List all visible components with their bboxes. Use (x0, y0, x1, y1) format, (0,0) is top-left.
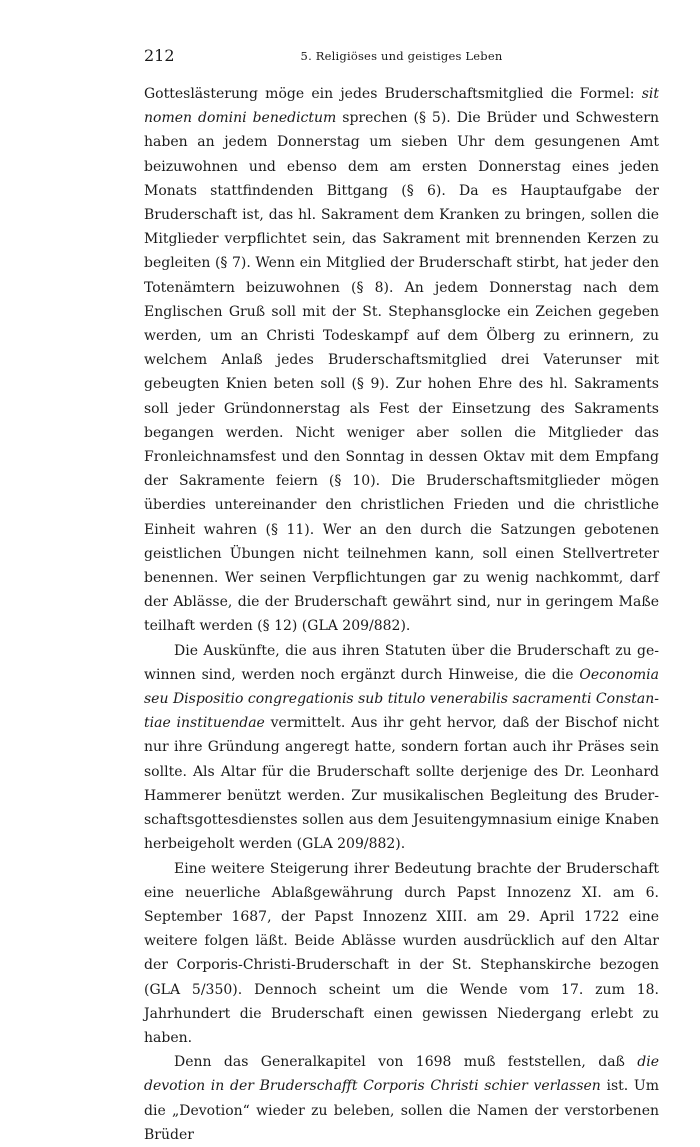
paragraph (144, 1050, 659, 1147)
running-head (144, 46, 659, 70)
text-run: Denn das Generalkapitel von 1698 muß feststellen, daß (174, 1054, 638, 1071)
italic-text: sit nomen domini benedictum (144, 86, 659, 127)
text-run: sprechen (§ 5). Die Brüder und Schwestern haben an jedem Donnerstag um sieben Uhr dem gesungenen Amt beizuwohnen und ebenso dem am ersten Donnerstag eines jeden Monats stattfindenden Bittgang (§ 6). Da es Hauptaufgabe der Bruderschaft ist, das hl. Sakrament dem Kranken zu bringen, sollen die Mitglieder verpflichtet sein, das Sakrament mit brennenden Kerzen zu begleiten (§ 7). Wenn ein Mitglied der Bruderschaft stirbt, hat jeder den Totenämtern beizuwohnen (§ 8). An jedem Donnerstag nach dem Englischen Gruß soll mit der St. Stephansglocke ein Zeichen gegeben werden, um an Christi Todeskampf auf dem Ölberg zu erinnern, zu welchem Anlaß jedes Bruderschaftsmitglied drei Vaterunser mit gebeugten Knien beten soll (§ 9). Zur hohen Ehre des hl. Sakraments soll jeder Gründonnerstag als Fest der Einsetzung des Sakraments begangen werden. Nicht weniger aber sollen die Mitglieder das Fronleichnamsfest und den Sonntag in dessen Oktav mit dem Empfang der Sakramente feiern (§ 10). Die Bruderschaftsmitglieder mögen überdies untereinander den christlichen Frieden und die christliche Einheit wahren (§ 11). Wer an den durch die Satzungen gebotenen geistlichen Übungen nicht teilnehmen kann, soll einen Stellvertreter benennen. Wer seinen Verpflichtungen gar zu wenig nachkommt, darf der Ablässe, die der Bruderschaft gewährt sind, nur in geringem Maße teilhaft werden (§ 12) (GLA 209/882). (144, 110, 660, 635)
text-run: Gotteslästerung möge ein jedes Bruderschaftsmitglied die Formel: (144, 86, 642, 102)
paragraph (144, 639, 659, 857)
paragraph (144, 857, 659, 1051)
italic-text: Oeconomia seu Dispositio congregationis sub titulo venerabilis sacramenti Constantiae instituendae (144, 666, 659, 732)
paragraph (144, 82, 659, 639)
chapter-title: 5. Religiöses und geistiges Leben (300, 49, 503, 63)
text-run: vermittelt. Aus ihr geht hervor, daß der Bischof nicht nur ihre Gründung angeregt hatte, sondern fortan auch ihr Präses sein sollte. Als Altar für die Bruderschaft sollte derjenige des Dr. Leonhard Hammerer benützt werden. Zur musikalischen Begleitung des Bruderschaftsgottesdienstes sollen aus dem Jesuitengymnasium einige Knaben herbeigeholt werden (GLA 209/882). (144, 715, 659, 853)
text-run: ist. Um die „Devotion“ wieder zu beleben, sollen die Namen der verstorbenen Brüder (144, 1078, 659, 1143)
page-number: 212 (144, 46, 175, 65)
body-text (144, 82, 659, 1147)
book-page (144, 46, 659, 1147)
italic-text: die devotion in der Bruderschafft Corporis Christi schier verlassen (144, 1054, 659, 1095)
text-run: Eine weitere Steigerung ihrer Bedeutung brachte der Bruderschaft eine neuerliche Ablaßgewährung durch Papst Innozenz XI. am 6. September 1687, der Papst Innozenz XIII. am 29. April 1722 eine weitere folgen läßt. Beide Ablässe wurden ausdrücklich auf den Altar der Corporis-Christi-Bruderschaft in der St. Stephanskirche bezogen (GLA 5/350). Dennoch scheint um die Wende vom 17. zum 18. Jahrhundert die Bruderschaft einen gewissen Niedergang erlebt zu haben. (144, 860, 659, 1046)
text-run: Die Auskünfte, die aus ihren Statuten über die Bruderschaft zu gewinnen sind, werden noch ergänzt durch Hinweise, die die (144, 642, 659, 683)
